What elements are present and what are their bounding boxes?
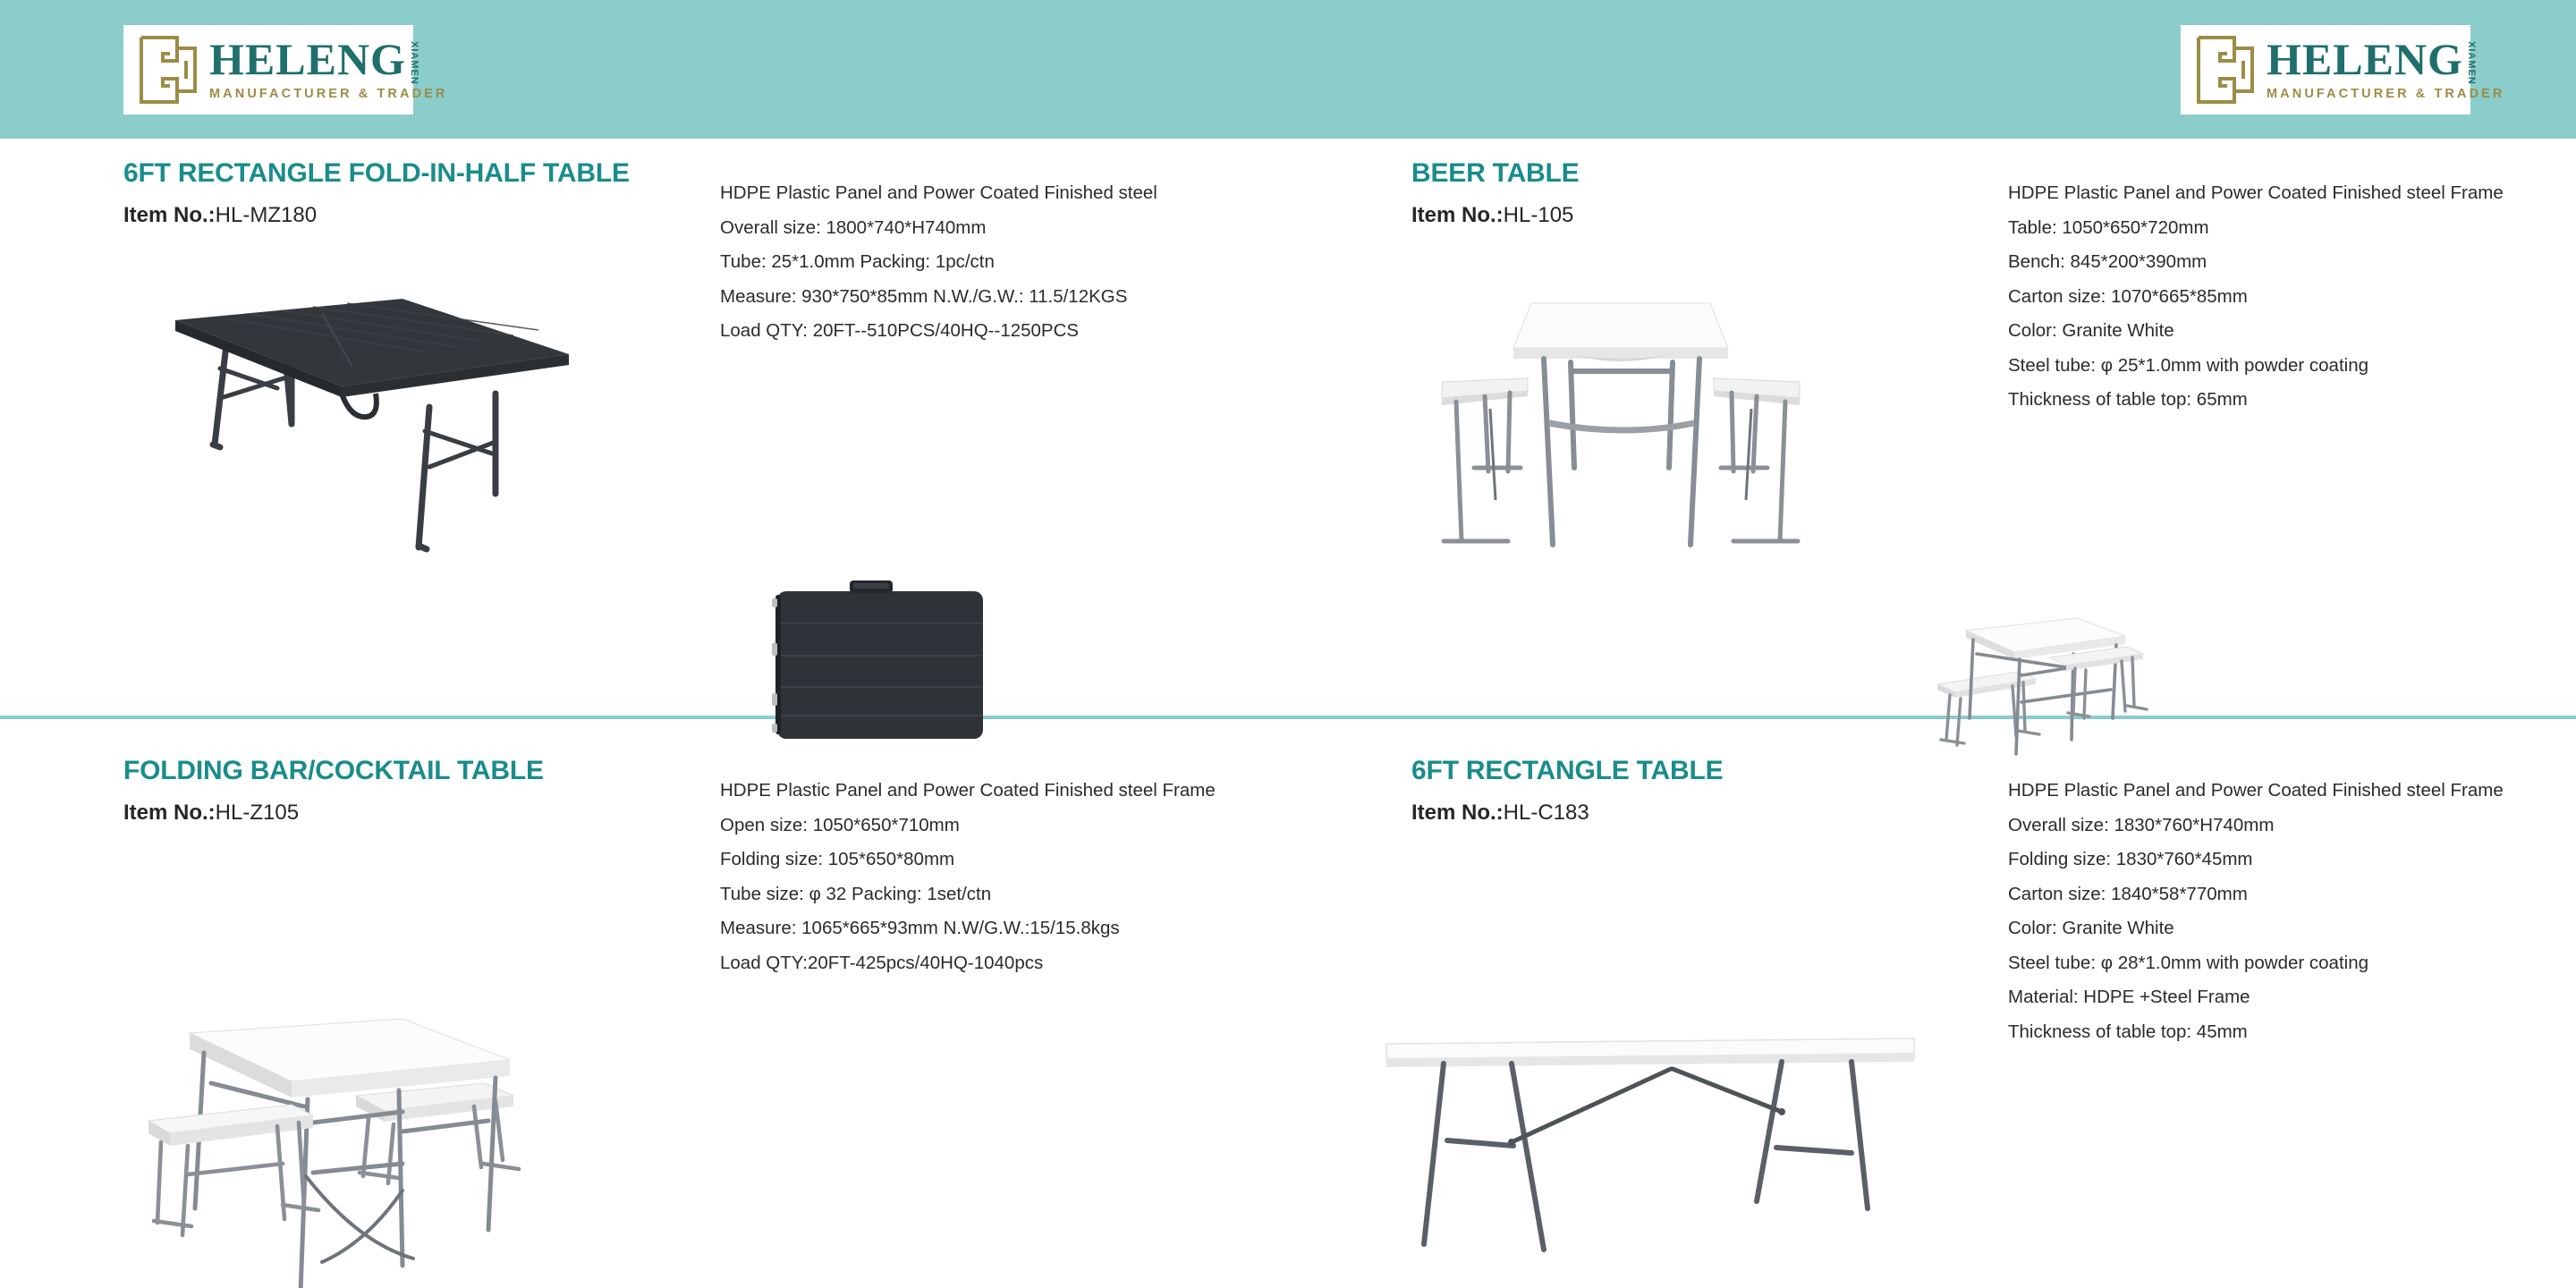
product-title: FOLDING BAR/COCKTAIL TABLE: [123, 756, 544, 785]
product-item-no: [1411, 203, 1984, 228]
product-photo-black-folded-table-case: [765, 570, 1006, 767]
spec-line: HDPE Plastic Panel and Power Coated Finished steel Frame: [2008, 780, 2504, 801]
product-text-3: [1411, 756, 1984, 826]
spec-line: Table: 1050*650*720mm: [2008, 216, 2209, 238]
item-value: HL-C183: [1503, 801, 1589, 825]
heleng-monogram-icon: [2193, 34, 2258, 106]
product-specs-0: [720, 176, 1257, 349]
product-title: 6FT RECTANGLE FOLD-IN-HALF TABLE: [123, 158, 630, 188]
product-specs-3: [2008, 774, 2545, 1049]
item-label: Item No.:: [1411, 203, 1504, 227]
item-value: HL-Z105: [215, 801, 300, 825]
product-title: 6FT RECTANGLE TABLE: [1411, 756, 1724, 785]
brand-logo-right: [2181, 25, 2505, 114]
spec-line: Overall size: 1830*760*H740mm: [2008, 814, 2275, 835]
item-label: Item No.:: [123, 203, 216, 227]
spec-line: Carton size: 1840*58*770mm: [2008, 883, 2248, 904]
brand-wordmark: [2267, 33, 2505, 102]
spec-line: Measure: 930*750*85mm N.W./G.W.: 11.5/12KGS: [720, 285, 1128, 307]
brand-tagline: MANUFACTURER & TRADER: [209, 87, 448, 102]
spec-line: Steel tube: φ 25*1.0mm with powder coating: [2008, 354, 2369, 376]
product-text-0: [123, 158, 696, 228]
product-row-2: [0, 756, 2576, 1284]
brand-city: XIAMEN: [408, 40, 419, 85]
product-card-1: [1288, 158, 2576, 686]
item-value: HL-105: [1503, 203, 1574, 227]
product-specs-2: [720, 774, 1257, 980]
item-label: Item No.:: [1411, 801, 1504, 825]
item-value: HL-MZ180: [215, 203, 318, 227]
product-row-1: [0, 158, 2576, 686]
header-band: [0, 0, 2576, 139]
brand-tagline: MANUFACTURER & TRADER: [2267, 87, 2505, 102]
brand-city: XIAMEN: [2465, 40, 2477, 85]
spec-line: Load QTY: 20FT--510PCS/40HQ--1250PCS: [720, 320, 1080, 342]
spec-line: Overall size: 1800*740*H740mm: [720, 216, 987, 238]
product-photo-white-beer-table-set-angled: [1914, 606, 2174, 771]
spec-line: Load QTY:20FT-425pcs/40HQ-1040pcs: [720, 952, 1044, 973]
spec-line: Color: Granite White: [2008, 918, 2174, 939]
product-photo-black-rectangle-folding-table: [134, 288, 608, 556]
brand-name: HELENG: [209, 33, 406, 84]
spec-line: Open size: 1050*650*710mm: [720, 814, 960, 835]
product-text-1: [1411, 158, 1984, 228]
spec-line: HDPE Plastic Panel and Power Coated Finished steel Frame: [720, 780, 1216, 801]
spec-line: Folding size: 1830*760*45mm: [2008, 849, 2253, 870]
spec-line: Carton size: 1070*665*85mm: [2008, 285, 2248, 307]
spec-line: Material: HDPE +Steel Frame: [2008, 987, 2250, 1008]
spec-line: Folding size: 105*650*80mm: [720, 849, 955, 870]
product-text-2: [123, 756, 696, 826]
product-title: BEER TABLE: [1411, 158, 1580, 188]
spec-line: HDPE Plastic Panel and Power Coated Finished steel: [720, 182, 1157, 203]
spec-line: Thickness of table top: 45mm: [2008, 1021, 2248, 1042]
product-specs-1: [2008, 176, 2545, 418]
product-card-0: [0, 158, 1288, 686]
product-card-3: [1288, 756, 2576, 1284]
spec-line: Bench: 845*200*390mm: [2008, 251, 2207, 273]
product-item-no: [123, 801, 696, 826]
product-photo-white-cocktail-table-set-angled: [134, 1006, 564, 1288]
product-photo-white-6ft-rectangle-table-side: [1377, 1006, 1932, 1257]
product-card-2: [0, 756, 1288, 1284]
brand-wordmark: [209, 33, 448, 102]
product-item-no: [123, 203, 696, 228]
row-divider: [0, 716, 2576, 719]
spec-line: Measure: 1065*665*93mm N.W/G.W.:15/15.8kgs: [720, 918, 1120, 939]
brand-logo-left: [123, 25, 448, 114]
brand-name: HELENG: [2267, 33, 2463, 84]
item-label: Item No.:: [123, 801, 216, 825]
spec-line: Color: Granite White: [2008, 320, 2174, 342]
spec-line: HDPE Plastic Panel and Power Coated Finished steel Frame: [2008, 182, 2504, 203]
heleng-monogram-icon: [136, 34, 200, 106]
spec-line: Thickness of table top: 65mm: [2008, 389, 2248, 411]
spec-line: Tube size: φ 32 Packing: 1set/ctn: [720, 883, 992, 904]
spec-line: Tube: 25*1.0mm Packing: 1pc/ctn: [720, 251, 995, 273]
product-photo-white-beer-table-with-two-benches-front: [1395, 292, 1843, 561]
product-item-no: [1411, 801, 1984, 826]
spec-line: Steel tube: φ 28*1.0mm with powder coating: [2008, 952, 2369, 973]
product-sheet: [0, 139, 2576, 1288]
